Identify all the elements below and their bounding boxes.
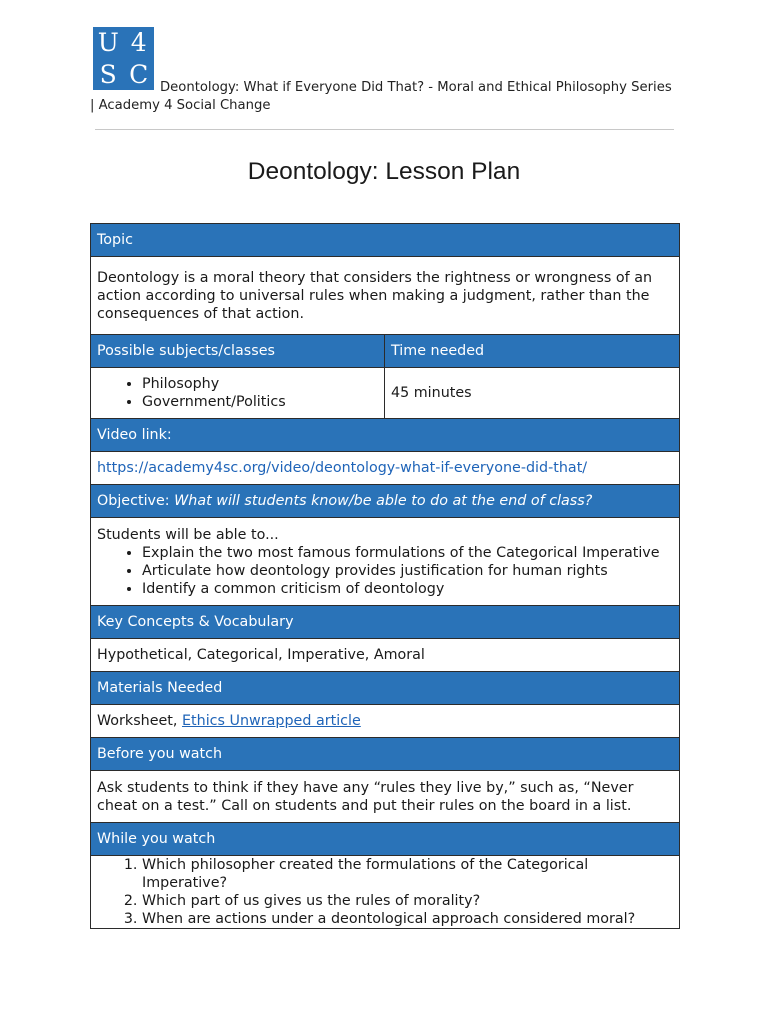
list-item: • Explain the two most famous formulations of the Categorical Imperative [142,544,673,562]
while-header-row [91,823,680,856]
video-cell [91,452,680,485]
video-row [91,452,680,485]
materials-prefix: Worksheet, [97,713,182,729]
time-header: Time needed [385,335,680,368]
before-row [91,771,680,823]
page-title: Deontology: Lesson Plan [247,158,521,185]
ethics-unwrapped-link[interactable]: Ethics Unwrapped article [182,713,361,729]
subjects-list [97,375,378,411]
concepts-header: Key Concepts & Vocabulary [91,606,680,639]
while-row [91,856,680,929]
video-header-row [91,419,680,452]
subjects-cell [91,368,385,419]
while-questions [97,856,673,928]
header-title: Deontology: What if Everyone Did That? - Moral and Ethical Philosophy Series | Academy 4 Social Change [90,80,672,113]
lesson-plan-table [90,223,680,929]
list-item: 3. When are actions under a deontological approach considered moral? [142,910,673,928]
while-header: While you watch [91,823,680,856]
objective-intro: Students will be able to... [97,526,279,543]
logo-letter: 4 [130,28,147,58]
header-divider [95,129,674,130]
list-item: • Articulate how deontology provides justification for human rights [142,562,673,580]
video-link[interactable]: https://academy4sc.org/video/deontology-what-if-everyone-did-that/ [97,460,588,476]
materials-row [91,705,680,738]
logo-letter: S [99,59,117,89]
topic-header: Topic [91,224,680,257]
list-item: 2. Which part of us gives us the rules of morality? [142,892,673,910]
topic-header-row [91,224,680,257]
concepts-row [91,639,680,672]
logo-letter: U [97,28,119,58]
objective-header [91,485,680,518]
subjects-row [91,368,680,419]
materials-header-row [91,672,680,705]
time-value: 45 minutes [385,368,680,419]
concepts-text: Hypothetical, Categorical, Imperative, Amoral [91,639,680,672]
before-header: Before you watch [91,738,680,771]
topic-text: Deontology is a moral theory that considers the rightness or wrongness of an action according to universal rules when making a judgment, rather than the consequences of that action. [91,257,680,335]
objective-row [91,518,680,606]
objective-label: Objective: [97,493,170,509]
while-cell [91,856,680,929]
before-text: Ask students to think if they have any “rules they live by,” such as, “Never cheat on a test.” Call on students and put their rules on the board in a list. [91,771,680,823]
topic-row [91,257,680,335]
subjects-header-row [91,335,680,368]
video-header: Video link: [91,419,680,452]
objective-prompt: What will students know/be able to do at the end of class? [174,493,593,509]
list-item: • Identify a common criticism of deontology [142,580,673,598]
materials-cell [91,705,680,738]
concepts-header-row [91,606,680,639]
subjects-header: Possible subjects/classes [91,335,385,368]
logo-letter: C [129,59,149,89]
list-item: • Philosophy [142,375,378,393]
materials-header: Materials Needed [91,672,680,705]
objective-cell [91,518,680,606]
objective-header-row [91,485,680,518]
list-item: 1. Which philosopher created the formulations of the Categorical Imperative? [142,856,673,892]
objective-list [97,544,673,598]
before-header-row [91,738,680,771]
list-item: • Government/Politics [142,393,378,411]
